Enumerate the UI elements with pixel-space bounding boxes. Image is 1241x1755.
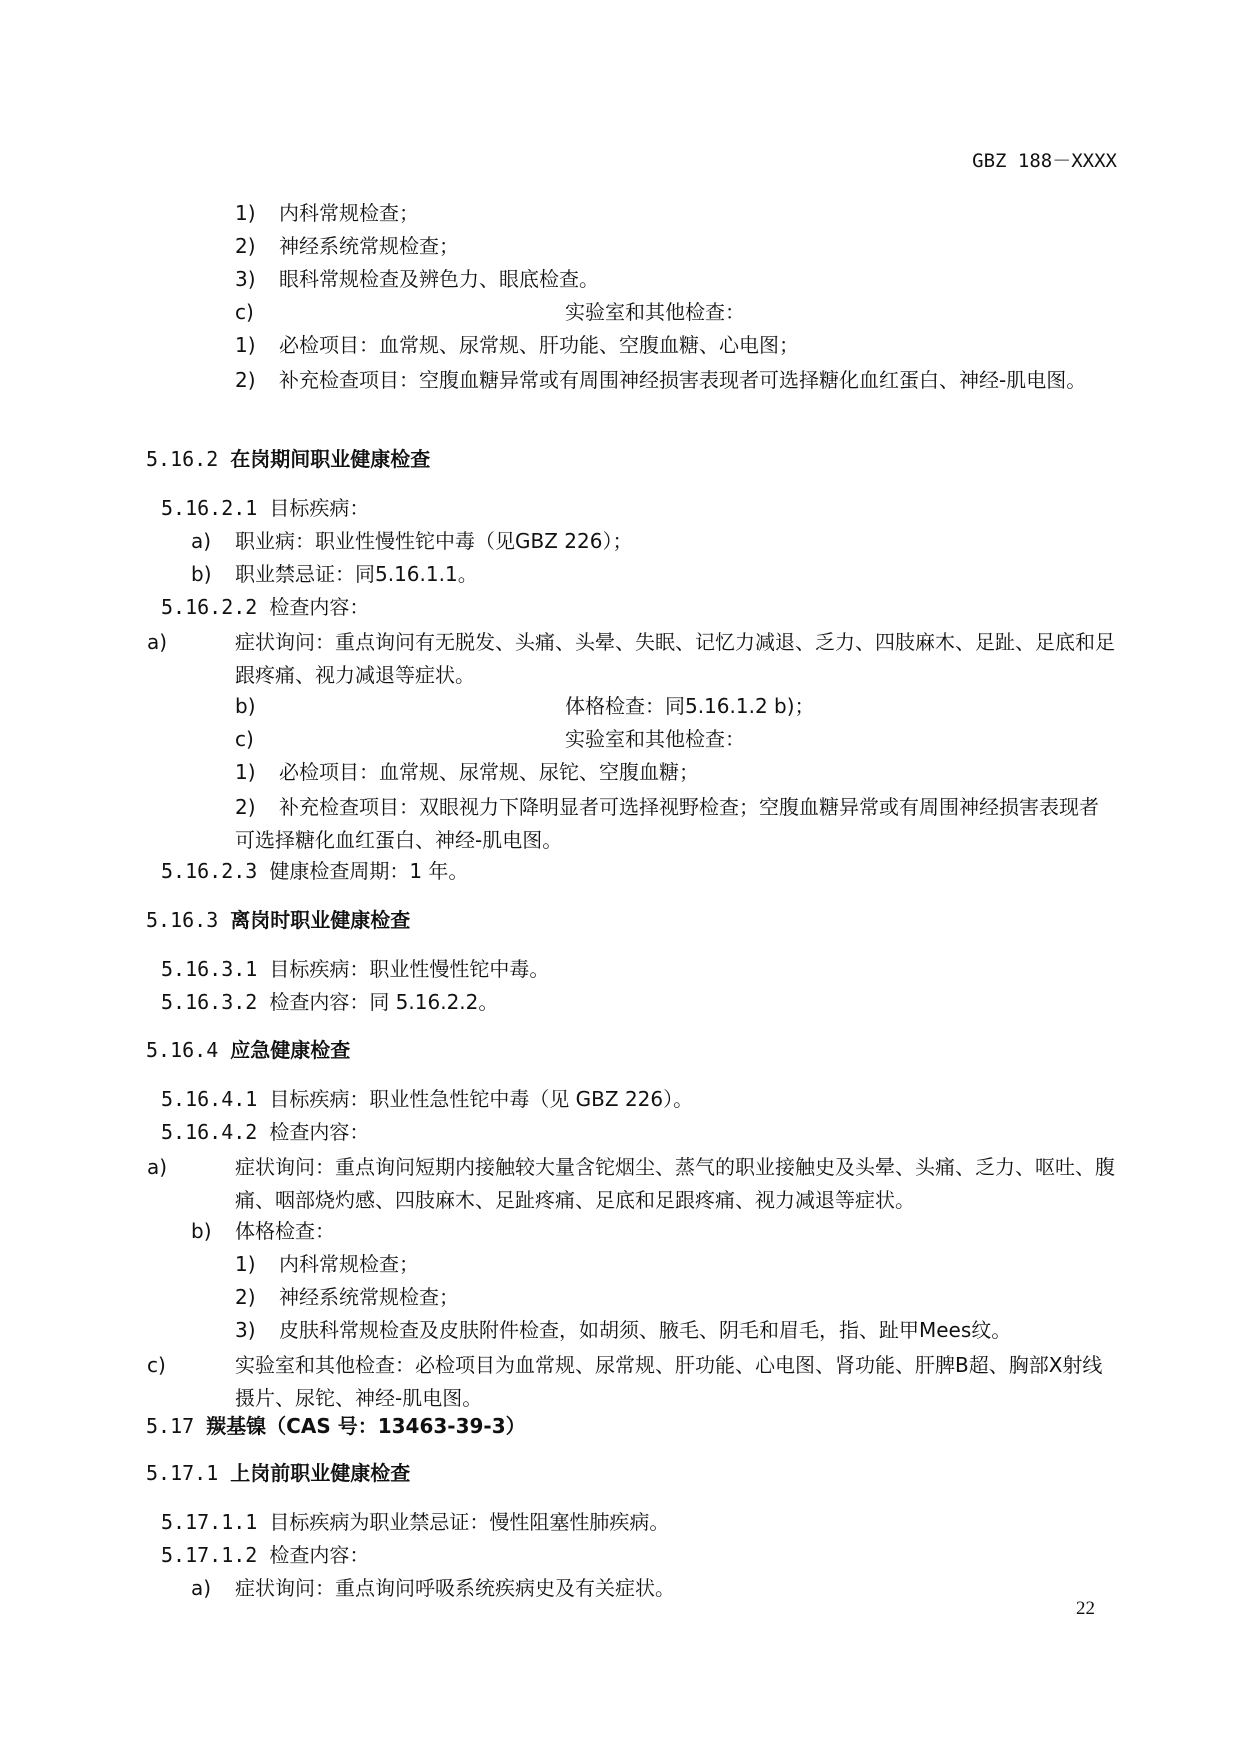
clause [161,955,549,983]
item-text: 神经系统常规检查； [279,234,459,258]
clause-number: 5.16.2.2 [161,595,258,619]
item-number: c) [147,1353,166,1377]
item-number: 3) [235,1318,256,1342]
list-item [191,1574,675,1602]
section-title: 应急健康检查 [230,1038,351,1062]
list-item [235,791,1116,857]
clause [161,857,468,885]
clause [161,494,369,522]
clause-text: 健康检查周期：1 年。 [269,859,469,883]
item-text: 实验室和其他检查： [565,300,745,324]
list-item [191,560,478,588]
item-number: 1) [235,760,256,784]
section-number: 5.16.4 [146,1038,219,1062]
item-number: b) [235,694,256,718]
section-number: 5.16.2 [146,447,219,471]
section-title: 在岗期间职业健康检查 [230,447,431,471]
item-number: a) [147,630,168,654]
item-number: a) [191,1576,212,1600]
item-number: 2) [235,234,256,258]
section-title: 上岗前职业健康检查 [230,1461,411,1485]
clause-number: 5.16.2.1 [161,496,258,520]
clause-text: 目标疾病：职业性慢性铊中毒。 [269,957,550,981]
item-number: b) [191,1219,212,1243]
item-number: 1) [235,1252,256,1276]
section-heading [146,445,430,473]
list-item [235,265,599,293]
clause-text: 检查内容： [269,1120,370,1144]
page-number: 22 [1076,1598,1095,1619]
clause [161,593,369,621]
list-item [235,1316,1011,1344]
item-number: 2) [235,1285,256,1309]
clause [161,1508,669,1536]
item-number: 1) [235,201,256,225]
item-number: 3) [235,267,256,291]
item-text: 必检项目：血常规、尿常规、尿铊、空腹血糖； [279,760,699,784]
clause-number: 5.16.3.1 [161,957,258,981]
item-text: 实验室和其他检查： [565,727,745,751]
clause-number: 5.16.2.3 [161,859,258,883]
item-text: 职业病：职业性慢性铊中毒（见GBZ 226）； [235,529,633,553]
item-text: 症状询问：重点询问呼吸系统疾病史及有关症状。 [235,1576,675,1600]
clause-text: 检查内容：同 5.16.2.2。 [269,990,499,1014]
list-item [235,331,799,359]
clause-text: 目标疾病： [269,496,370,520]
item-number: c) [235,300,254,324]
list-item [235,1283,459,1311]
item-number: 2) [235,368,256,392]
list-item [235,1250,419,1278]
section-number: 5.16.3 [146,908,219,932]
section-heading [146,1459,410,1487]
clause-text: 目标疾病：职业性急性铊中毒（见 GBZ 226）。 [269,1087,694,1111]
item-text: 实验室和其他检查：必检项目为血常规、尿常规、肝功能、心电图、肾功能、肝脾B超、胸部X射线摄片、尿铊、神经-肌电图。 [235,1353,1103,1410]
item-text: 症状询问：重点询问有无脱发、头痛、头晕、失眠、记忆力减退、乏力、四肢麻木、足趾、足底和足跟疼痛、视力减退等症状。 [235,630,1115,687]
item-text: 体格检查：同5.16.1.2 b)； [565,694,815,718]
item-text: 眼科常规检查及辨色力、眼底检查。 [279,267,599,291]
clause-text: 检查内容： [269,1543,370,1567]
section-heading [146,1412,526,1440]
item-text: 内科常规检查； [279,201,419,225]
item-number: a) [191,529,212,553]
item-text: 必检项目：血常规、尿常规、肝功能、空腹血糖、心电图； [279,333,799,357]
section-number: 5.17.1 [146,1461,219,1485]
clause [161,1085,693,1113]
item-text: 症状询问：重点询问短期内接触较大量含铊烟尘、蒸气的职业接触史及头晕、头痛、乏力、呕吐、腹痛、咽部烧灼感、四肢麻木、足趾疼痛、足底和足跟疼痛、视力减退等症状。 [235,1155,1115,1212]
section-title: 离岗时职业健康检查 [230,908,411,932]
item-text: 体格检查： [235,1219,335,1243]
item-text: 神经系统常规检查； [279,1285,459,1309]
section-title: 羰基镍（CAS 号：13463-39-3） [206,1414,526,1438]
item-number: a) [147,1155,168,1179]
item-number: 1) [235,333,256,357]
item-text: 职业禁忌证：同5.16.1.1。 [235,562,478,586]
list-item [235,364,1116,397]
clause-number: 5.16.3.2 [161,990,258,1014]
clause-number: 5.16.4.2 [161,1120,258,1144]
clause-number: 5.17.1.2 [161,1543,258,1567]
list-item [147,1151,1116,1217]
item-text: 内科常规检查； [279,1252,419,1276]
list-item [235,758,699,786]
item-number: 2) [235,795,256,819]
clause-text: 目标疾病为职业禁忌证：慢性阻塞性肺疾病。 [269,1510,670,1534]
item-text: 补充检查项目：空腹血糖异常或有周围神经损害表现者可选择糖化血红蛋白、神经-肌电图。 [279,368,1087,392]
item-number: c) [235,727,254,751]
list-item [235,232,459,260]
clause [161,1118,369,1146]
document-code: GBZ 188－XXXX [972,150,1117,172]
list-item [147,1349,1116,1415]
item-text: 补充检查项目：双眼视力下降明显者可选择视野检查；空腹血糖异常或有周围神经损害表现者可选择糖化血红蛋白、神经-肌电图。 [235,795,1099,852]
list-item [235,298,745,326]
clause [161,988,498,1016]
clause [161,1541,369,1569]
list-item [235,725,745,753]
section-number: 5.17 [146,1414,195,1438]
clause-number: 5.17.1.1 [161,1510,258,1534]
list-item [235,692,815,720]
list-item [147,626,1116,692]
list-item [235,199,419,227]
clause-text: 检查内容： [269,595,370,619]
list-item [191,527,632,555]
item-number: b) [191,562,212,586]
section-heading [146,906,410,934]
list-item [191,1217,335,1245]
section-heading [146,1036,350,1064]
item-text: 皮肤科常规检查及皮肤附件检查，如胡须、腋毛、阴毛和眉毛，指、趾甲Mees纹。 [279,1318,1012,1342]
clause-number: 5.16.4.1 [161,1087,258,1111]
